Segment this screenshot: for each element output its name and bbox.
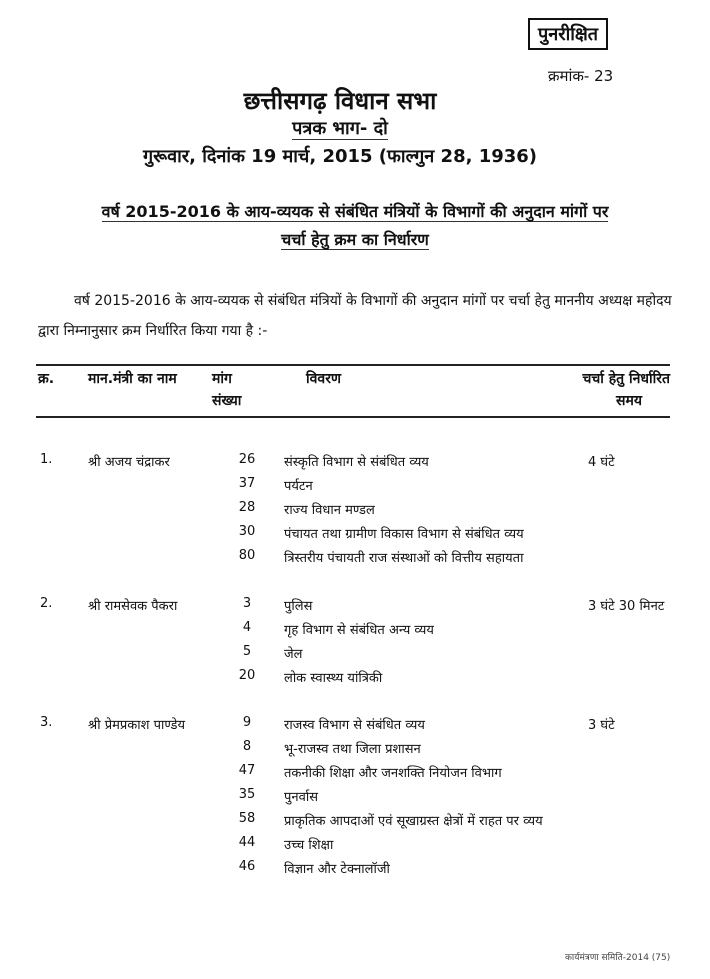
demand-description-cell: पर्यटन xyxy=(284,479,313,494)
demand-description-cell: जेल xyxy=(284,647,303,662)
demand-description-cell: लोक स्वास्थ्य यांत्रिकी xyxy=(284,671,383,686)
demand-number-cell: 30 xyxy=(238,524,256,539)
demand-number-cell: 3 xyxy=(242,596,252,611)
intro-paragraph: वर्ष 2015-2016 के आय-व्ययक से संबंधित मंत्रियों के विभागों की अनुदान मांगों पर चर्चा हेतु माननीय अध्यक्ष महोदय द्वारा निम्नानुसार क्रम निर्धारित किया गया है :- xyxy=(38,293,672,339)
part-label: पत्रक भाग- दो xyxy=(292,118,388,139)
header-details: विवरण xyxy=(306,371,342,387)
demand-number-cell: 44 xyxy=(238,835,256,850)
demand-number-cell: 8 xyxy=(242,739,252,754)
allotted-time-cell: 3 घंटे xyxy=(588,718,615,733)
demand-number-cell: 28 xyxy=(238,500,256,515)
heading-line-1: वर्ष 2015-2016 के आय-व्ययक से संबंधित मंत्रियों के विभागों की अनुदान मांगों पर xyxy=(101,202,609,221)
demand-number-cell: 20 xyxy=(238,668,256,683)
demand-number-cell: 47 xyxy=(238,763,256,778)
serial-number-cell: 3. xyxy=(40,715,53,730)
demand-description-cell: पंचायत तथा ग्रामीण विकास विभाग से संबंधित व्यय xyxy=(284,527,524,542)
document-title: छत्तीसगढ़ विधान सभा xyxy=(243,87,437,115)
serial-number-cell: 1. xyxy=(40,452,53,467)
demand-number-cell: 9 xyxy=(242,715,252,730)
heading-line-2: चर्चा हेतु क्रम का निर्धारण xyxy=(281,230,429,249)
document-date: गुरूवार, दिनांक 19 मार्च, 2015 (फाल्गुन 28, 1936) xyxy=(142,146,538,167)
demand-description-cell: भू-राजस्व तथा जिला प्रशासन xyxy=(284,742,421,757)
allotted-time-cell: 3 घंटे 30 मिनट xyxy=(588,599,665,614)
revised-stamp: पुनरीक्षित xyxy=(528,18,608,50)
demand-number-cell: 5 xyxy=(242,644,252,659)
demand-number-cell: 37 xyxy=(238,476,256,491)
table-header-rule xyxy=(36,416,670,418)
header-time-1: चर्चा हेतु निर्धारित xyxy=(582,371,670,387)
demand-number-cell: 80 xyxy=(238,548,256,563)
demand-description-cell: विज्ञान और टेक्नालॉजी xyxy=(284,862,390,877)
demand-description-cell: राज्य विधान मण्डल xyxy=(284,503,375,518)
demand-description-cell: उच्च शिक्षा xyxy=(284,838,334,853)
serial-number: क्रमांक- 23 xyxy=(548,67,614,85)
header-demand-2: संख्या xyxy=(212,393,242,409)
header-time-2: समय xyxy=(616,393,642,409)
demand-description-cell: तकनीकी शिक्षा और जनशक्ति नियोजन विभाग xyxy=(284,766,502,781)
demand-description-cell: राजस्व विभाग से संबंधित व्यय xyxy=(284,718,425,733)
demand-description-cell: गृह विभाग से संबंधित अन्य व्यय xyxy=(284,623,434,638)
demand-number-cell: 26 xyxy=(238,452,256,467)
demand-description-cell: पुनर्वास xyxy=(284,790,318,805)
demand-description-cell: त्रिस्तरीय पंचायती राज संस्थाओं को वित्तीय सहायता xyxy=(284,551,524,566)
page-footer: कार्यमंत्रणा समिति-2014 (75) xyxy=(565,953,671,963)
header-demand-1: मांग xyxy=(212,371,232,387)
document-heading xyxy=(0,198,710,254)
demand-number-cell: 4 xyxy=(242,620,252,635)
document-part xyxy=(0,116,680,140)
header-minister: मान.मंत्री का नाम xyxy=(88,371,177,387)
minister-name-cell: श्री अजय चंद्राकर xyxy=(88,455,170,470)
minister-name-cell: श्री प्रेमप्रकाश पाण्डेय xyxy=(88,718,186,733)
table-top-rule xyxy=(36,364,670,366)
minister-name-cell: श्री रामसेवक पैकरा xyxy=(88,599,178,614)
demand-number-cell: 58 xyxy=(238,811,256,826)
demand-description-cell: संस्कृति विभाग से संबंधित व्यय xyxy=(284,455,429,470)
demand-number-cell: 46 xyxy=(238,859,256,874)
header-serial: क्र. xyxy=(38,371,55,387)
demand-description-cell: प्राकृतिक आपदाओं एवं सूखाग्रस्त क्षेत्रों में राहत पर व्यय xyxy=(284,814,543,829)
demand-number-cell: 35 xyxy=(238,787,256,802)
demand-description-cell: पुलिस xyxy=(284,599,313,614)
serial-number-cell: 2. xyxy=(40,596,53,611)
allotted-time-cell: 4 घंटे xyxy=(588,455,615,470)
